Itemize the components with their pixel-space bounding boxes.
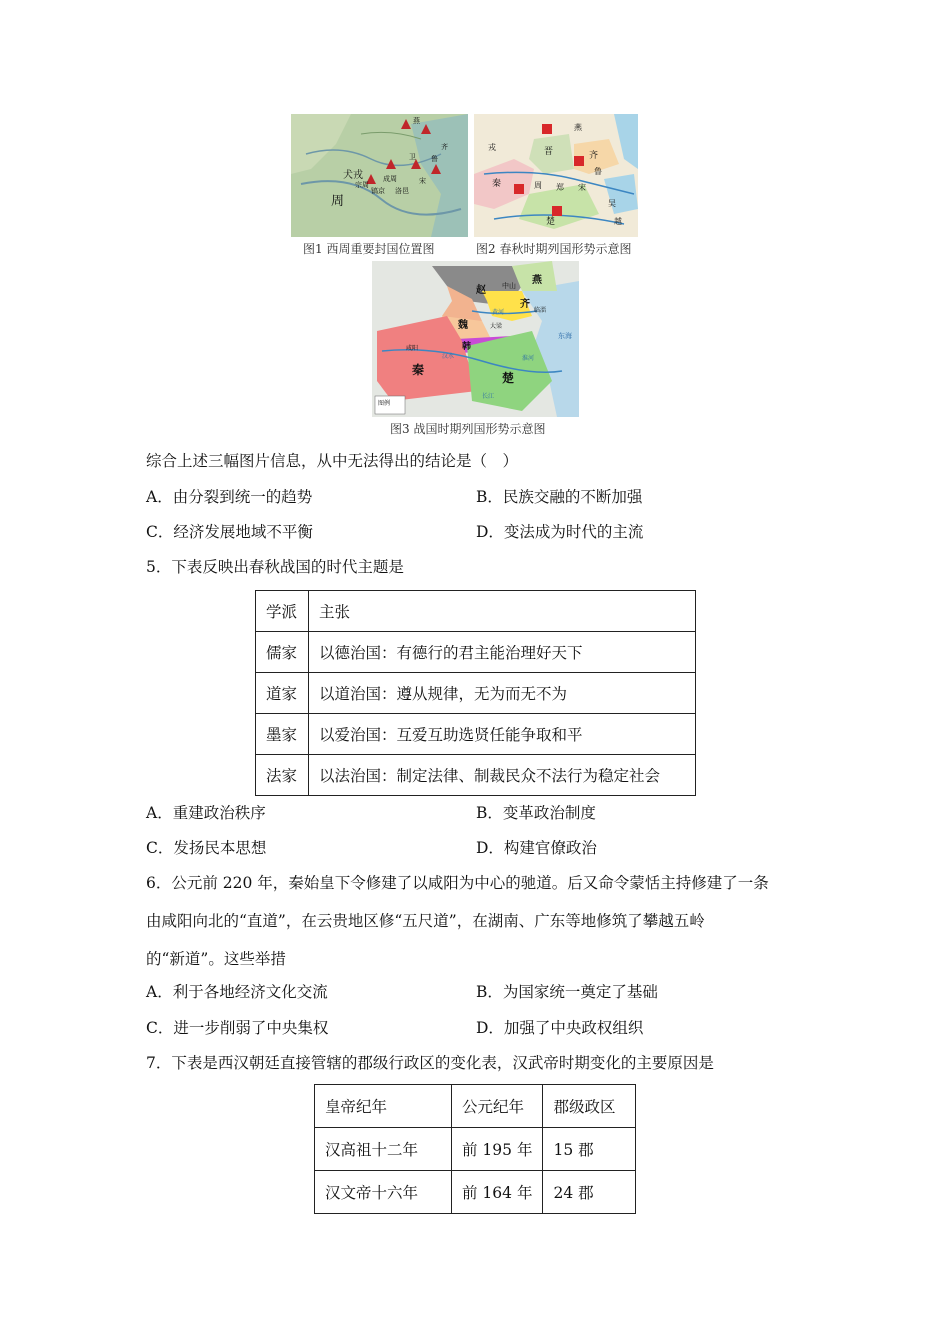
table-header-cell: 郡级政区 — [543, 1085, 636, 1128]
table-cell: 汉文帝十六年 — [315, 1171, 452, 1214]
q5-option-c: C．发扬民本思想 — [146, 839, 267, 857]
table-cell: 以爱治国：互爱互助选贤任能争取和平 — [309, 714, 696, 755]
q6-stem-line-3: 的“新道”。这些举措 — [146, 950, 286, 968]
q6-option-a: A．利于各地经济文化交流 — [146, 983, 328, 1001]
table-header-row — [315, 1085, 636, 1128]
table-header-row — [256, 591, 696, 632]
map-label: 赵 — [476, 285, 486, 296]
figure-1-map — [291, 114, 468, 237]
table-cell: 墨家 — [256, 714, 309, 755]
table-row — [256, 673, 696, 714]
table-cell: 儒家 — [256, 632, 309, 673]
map-label: 鲁 — [431, 155, 438, 163]
map-label: 戎 — [488, 143, 496, 152]
map-label: 周 — [534, 181, 542, 190]
figure-2-caption: 图2 春秋时期列国形势示意图 — [476, 242, 632, 256]
table-cell: 前 164 年 — [452, 1171, 543, 1214]
q4-option-c: C．经济发展地域不平衡 — [146, 523, 313, 541]
map-label: 宋 — [419, 177, 426, 185]
map-label: 镐京 — [371, 187, 385, 195]
figure-2-map — [474, 114, 638, 237]
q4-stem: 综合上述三幅图片信息，从中无法得出的结论是（ ） — [146, 452, 519, 470]
table-header-cell: 学派 — [256, 591, 309, 632]
table-header-cell: 皇帝纪年 — [315, 1085, 452, 1128]
table-cell: 以道治国：遵从规律，无为而无不为 — [309, 673, 696, 714]
figure-3-caption: 图3 战国时期列国形势示意图 — [390, 422, 546, 436]
map-label: 成周 — [383, 175, 397, 183]
q6-stem-line-2: 由咸阳向北的“直道”，在云贵地区修“五尺道”，在湖南、广东等地修筑了攀越五岭 — [146, 912, 705, 930]
table-cell: 15 郡 — [543, 1128, 636, 1171]
map-label: 临淄 — [534, 307, 547, 314]
table-cell: 道家 — [256, 673, 309, 714]
map-label: 吴 — [608, 199, 616, 208]
map-label: 中山 — [502, 282, 516, 290]
map-label: 齐 — [441, 143, 448, 151]
map-label: 韩 — [462, 342, 472, 352]
q5-option-d: D．构建官僚政治 — [476, 839, 597, 857]
table-row — [256, 714, 696, 755]
map-label: 燕 — [413, 117, 420, 125]
map-label: 犬戎 — [343, 170, 363, 181]
table-header-cell: 主张 — [309, 591, 696, 632]
map-label: 魏 — [458, 320, 468, 331]
q5-table — [255, 590, 696, 796]
q6-option-c: C．进一步削弱了中央集权 — [146, 1019, 329, 1037]
table-row — [315, 1171, 636, 1214]
q6-option-b: B．为国家统一奠定了基础 — [476, 983, 658, 1001]
map-label: 洛邑 — [395, 187, 409, 195]
q5-option-b: B．变革政治制度 — [476, 804, 596, 822]
map-label: 越 — [614, 217, 622, 226]
q4-option-b: B．民族交融的不断加强 — [476, 488, 643, 506]
q4-option-d: D．变法成为时代的主流 — [476, 523, 644, 541]
table-row — [256, 632, 696, 673]
table-cell: 以法治国：制定法律、制裁民众不法行为稳定社会 — [309, 755, 696, 796]
map-label: 宋 — [578, 183, 586, 192]
map-label: 大梁 — [490, 323, 503, 330]
map-label: 黄河 — [492, 309, 505, 316]
map-label: 郑 — [556, 183, 564, 192]
map-label: 秦 — [412, 363, 425, 377]
table-row — [256, 755, 696, 796]
map-label: 卫 — [409, 153, 416, 161]
table-cell: 法家 — [256, 755, 309, 796]
table-cell: 24 郡 — [543, 1171, 636, 1214]
q5-stem: 5．下表反映出春秋战国的时代主题是 — [146, 558, 404, 576]
map-label: 咸阳 — [406, 345, 419, 352]
q7-stem: 7．下表是西汉朝廷直接管辖的郡级行政区的变化表，汉武帝时期变化的主要原因是 — [146, 1054, 714, 1072]
q6-option-d: D．加强了中央政权组织 — [476, 1019, 644, 1037]
figure-1-caption: 图1 西周重要封国位置图 — [303, 242, 435, 256]
table-cell: 汉高祖十二年 — [315, 1128, 452, 1171]
q7-table — [314, 1084, 636, 1214]
map-label: 长江 — [482, 393, 495, 400]
map-label: 楚 — [546, 217, 556, 227]
q4-option-a: A．由分裂到统一的趋势 — [146, 488, 313, 506]
map-label: 燕 — [574, 123, 582, 132]
table-cell: 前 195 年 — [452, 1128, 543, 1171]
map-label: 鲁 — [594, 167, 602, 176]
table-row — [315, 1128, 636, 1171]
map-label: 淮河 — [522, 355, 535, 362]
map-label: 图例 — [378, 400, 391, 407]
map-label: 燕 — [532, 275, 542, 286]
map-label: 周 — [331, 194, 345, 209]
map-label: 东海 — [558, 332, 572, 340]
q6-stem-line-1: 6．公元前 220 年，秦始皇下令修建了以咸阳为中心的驰道。后又命令蒙恬主持修建了一条 — [146, 874, 769, 892]
table-header-cell: 公元纪年 — [452, 1085, 543, 1128]
map-label: 汉水 — [442, 353, 455, 360]
map-label: 齐 — [589, 151, 599, 161]
figure-3-map — [372, 261, 579, 417]
map-label: 秦 — [492, 179, 502, 189]
map-label: 齐 — [520, 299, 530, 310]
map-label: 楚 — [502, 371, 515, 385]
map-label: 晋 — [544, 147, 554, 157]
map-label: 宗周 — [355, 181, 369, 189]
table-cell: 以德治国：有德行的君主能治理好天下 — [309, 632, 696, 673]
q5-option-a: A．重建政治秩序 — [146, 804, 266, 822]
